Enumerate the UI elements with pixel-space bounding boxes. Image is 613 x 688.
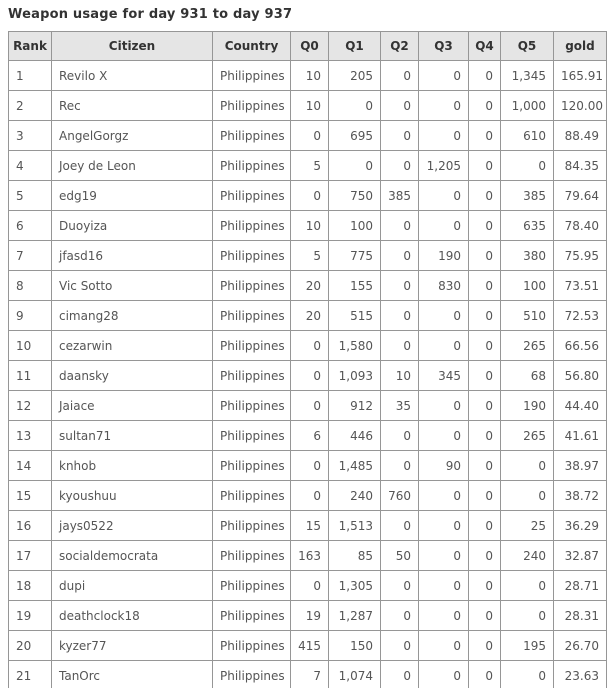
- q2-cell: 35: [381, 391, 419, 421]
- q0-cell: 20: [291, 301, 329, 331]
- gold-cell: 41.61: [554, 421, 607, 451]
- gold-cell: 120.00: [554, 91, 607, 121]
- q3-cell: 0: [419, 571, 469, 601]
- q4-cell: 0: [469, 511, 501, 541]
- q1-cell: 100: [329, 211, 381, 241]
- country-cell: Philippines: [213, 151, 291, 181]
- column-header-q3: Q3: [419, 32, 469, 61]
- q1-cell: 750: [329, 181, 381, 211]
- q4-cell: 0: [469, 241, 501, 271]
- q4-cell: 0: [469, 571, 501, 601]
- country-cell: Philippines: [213, 421, 291, 451]
- q0-cell: 5: [291, 241, 329, 271]
- country-cell: Philippines: [213, 181, 291, 211]
- q0-cell: 10: [291, 91, 329, 121]
- q2-cell: 0: [381, 301, 419, 331]
- q5-cell: 1,345: [501, 61, 554, 91]
- citizen-cell: Jaiace: [52, 391, 213, 421]
- country-cell: Philippines: [213, 511, 291, 541]
- rank-cell: 1: [9, 61, 52, 91]
- page-title: Weapon usage for day 931 to day 937: [8, 7, 293, 22]
- gold-cell: 44.40: [554, 391, 607, 421]
- q5-cell: 265: [501, 421, 554, 451]
- q3-cell: 0: [419, 121, 469, 151]
- q1-cell: 446: [329, 421, 381, 451]
- q4-cell: 0: [469, 181, 501, 211]
- q4-cell: 0: [469, 481, 501, 511]
- q1-cell: 1,305: [329, 571, 381, 601]
- q4-cell: 0: [469, 631, 501, 661]
- gold-cell: 84.35: [554, 151, 607, 181]
- q3-cell: 0: [419, 391, 469, 421]
- rank-cell: 16: [9, 511, 52, 541]
- country-cell: Philippines: [213, 61, 291, 91]
- q0-cell: 415: [291, 631, 329, 661]
- q5-cell: 68: [501, 361, 554, 391]
- q4-cell: 0: [469, 61, 501, 91]
- q1-cell: 1,513: [329, 511, 381, 541]
- gold-cell: 79.64: [554, 181, 607, 211]
- table-row: [9, 631, 607, 661]
- q5-cell: 380: [501, 241, 554, 271]
- q4-cell: 0: [469, 121, 501, 151]
- q3-cell: 0: [419, 211, 469, 241]
- q0-cell: 10: [291, 211, 329, 241]
- country-cell: Philippines: [213, 601, 291, 631]
- rank-cell: 15: [9, 481, 52, 511]
- table-row: [9, 151, 607, 181]
- table-row: [9, 121, 607, 151]
- gold-cell: 38.97: [554, 451, 607, 481]
- q0-cell: 0: [291, 181, 329, 211]
- q2-cell: 0: [381, 331, 419, 361]
- q4-cell: 0: [469, 151, 501, 181]
- q1-cell: 205: [329, 61, 381, 91]
- q2-cell: 0: [381, 571, 419, 601]
- q3-cell: 0: [419, 661, 469, 688]
- weapon-usage-table: [8, 31, 607, 688]
- q5-cell: 25: [501, 511, 554, 541]
- q2-cell: 0: [381, 151, 419, 181]
- table-row: [9, 571, 607, 601]
- citizen-cell: AngelGorgz: [52, 121, 213, 151]
- q0-cell: 163: [291, 541, 329, 571]
- q0-cell: 0: [291, 361, 329, 391]
- q4-cell: 0: [469, 451, 501, 481]
- citizen-cell: Joey de Leon: [52, 151, 213, 181]
- table-row: [9, 391, 607, 421]
- q3-cell: 0: [419, 331, 469, 361]
- country-cell: Philippines: [213, 481, 291, 511]
- q0-cell: 19: [291, 601, 329, 631]
- rank-cell: 18: [9, 571, 52, 601]
- q2-cell: 50: [381, 541, 419, 571]
- q5-cell: 100: [501, 271, 554, 301]
- country-cell: Philippines: [213, 91, 291, 121]
- q1-cell: 1,287: [329, 601, 381, 631]
- q5-cell: 0: [501, 661, 554, 688]
- citizen-cell: jays0522: [52, 511, 213, 541]
- citizen-cell: kyoushuu: [52, 481, 213, 511]
- q2-cell: 0: [381, 271, 419, 301]
- gold-cell: 75.95: [554, 241, 607, 271]
- citizen-cell: knhob: [52, 451, 213, 481]
- gold-cell: 88.49: [554, 121, 607, 151]
- q1-cell: 240: [329, 481, 381, 511]
- q2-cell: 385: [381, 181, 419, 211]
- rank-cell: 3: [9, 121, 52, 151]
- rank-cell: 10: [9, 331, 52, 361]
- q3-cell: 0: [419, 481, 469, 511]
- q5-cell: 0: [501, 151, 554, 181]
- header-row: [9, 32, 607, 61]
- citizen-cell: Duoyiza: [52, 211, 213, 241]
- rank-cell: 9: [9, 301, 52, 331]
- q1-cell: 1,485: [329, 451, 381, 481]
- gold-cell: 165.91: [554, 61, 607, 91]
- q5-cell: 195: [501, 631, 554, 661]
- rank-cell: 12: [9, 391, 52, 421]
- table-row: [9, 451, 607, 481]
- rank-cell: 20: [9, 631, 52, 661]
- rank-cell: 21: [9, 661, 52, 688]
- column-header-rank: Rank: [9, 32, 52, 61]
- table-row: [9, 421, 607, 451]
- gold-cell: 78.40: [554, 211, 607, 241]
- table-row: [9, 331, 607, 361]
- q5-cell: 0: [501, 571, 554, 601]
- citizen-cell: daansky: [52, 361, 213, 391]
- q1-cell: 1,093: [329, 361, 381, 391]
- q3-cell: 830: [419, 271, 469, 301]
- q3-cell: 90: [419, 451, 469, 481]
- table-row: [9, 541, 607, 571]
- q1-cell: 912: [329, 391, 381, 421]
- table-row: [9, 271, 607, 301]
- q5-cell: 1,000: [501, 91, 554, 121]
- rank-cell: 19: [9, 601, 52, 631]
- table-row: [9, 91, 607, 121]
- gold-cell: 23.63: [554, 661, 607, 688]
- rank-cell: 13: [9, 421, 52, 451]
- q5-cell: 190: [501, 391, 554, 421]
- q2-cell: 0: [381, 91, 419, 121]
- q3-cell: 1,205: [419, 151, 469, 181]
- column-header-q2: Q2: [381, 32, 419, 61]
- rank-cell: 7: [9, 241, 52, 271]
- gold-cell: 56.80: [554, 361, 607, 391]
- q3-cell: 0: [419, 421, 469, 451]
- q2-cell: 0: [381, 61, 419, 91]
- q1-cell: 515: [329, 301, 381, 331]
- citizen-cell: socialdemocrata: [52, 541, 213, 571]
- citizen-cell: dupi: [52, 571, 213, 601]
- q1-cell: 695: [329, 121, 381, 151]
- q1-cell: 775: [329, 241, 381, 271]
- q2-cell: 0: [381, 211, 419, 241]
- citizen-cell: cezarwin: [52, 331, 213, 361]
- q4-cell: 0: [469, 421, 501, 451]
- q3-cell: 0: [419, 91, 469, 121]
- citizen-cell: jfasd16: [52, 241, 213, 271]
- table-row: [9, 301, 607, 331]
- citizen-cell: Revilo X: [52, 61, 213, 91]
- q0-cell: 0: [291, 451, 329, 481]
- q3-cell: 345: [419, 361, 469, 391]
- gold-cell: 73.51: [554, 271, 607, 301]
- q2-cell: 0: [381, 511, 419, 541]
- q4-cell: 0: [469, 391, 501, 421]
- q2-cell: 10: [381, 361, 419, 391]
- table-row: [9, 361, 607, 391]
- q4-cell: 0: [469, 661, 501, 688]
- country-cell: Philippines: [213, 391, 291, 421]
- q1-cell: 150: [329, 631, 381, 661]
- country-cell: Philippines: [213, 301, 291, 331]
- rank-cell: 6: [9, 211, 52, 241]
- table-row: [9, 481, 607, 511]
- q4-cell: 0: [469, 601, 501, 631]
- citizen-cell: TanOrc: [52, 661, 213, 688]
- column-header-gold: gold: [554, 32, 607, 61]
- q1-cell: 1,074: [329, 661, 381, 688]
- table-row: [9, 181, 607, 211]
- gold-cell: 72.53: [554, 301, 607, 331]
- q1-cell: 155: [329, 271, 381, 301]
- q5-cell: 610: [501, 121, 554, 151]
- gold-cell: 36.29: [554, 511, 607, 541]
- q5-cell: 0: [501, 481, 554, 511]
- q2-cell: 0: [381, 601, 419, 631]
- q2-cell: 0: [381, 241, 419, 271]
- gold-cell: 66.56: [554, 331, 607, 361]
- rank-cell: 11: [9, 361, 52, 391]
- citizen-cell: edg19: [52, 181, 213, 211]
- q0-cell: 0: [291, 391, 329, 421]
- q5-cell: 635: [501, 211, 554, 241]
- citizen-cell: deathclock18: [52, 601, 213, 631]
- citizen-cell: kyzer77: [52, 631, 213, 661]
- country-cell: Philippines: [213, 331, 291, 361]
- q0-cell: 5: [291, 151, 329, 181]
- table-row: [9, 511, 607, 541]
- table-row: [9, 661, 607, 688]
- q3-cell: 190: [419, 241, 469, 271]
- q0-cell: 6: [291, 421, 329, 451]
- rank-cell: 2: [9, 91, 52, 121]
- table-header: [9, 32, 607, 61]
- gold-cell: 28.71: [554, 571, 607, 601]
- q4-cell: 0: [469, 301, 501, 331]
- column-header-q5: Q5: [501, 32, 554, 61]
- country-cell: Philippines: [213, 661, 291, 688]
- q0-cell: 0: [291, 121, 329, 151]
- q2-cell: 0: [381, 451, 419, 481]
- rank-cell: 4: [9, 151, 52, 181]
- rank-cell: 17: [9, 541, 52, 571]
- q5-cell: 240: [501, 541, 554, 571]
- q0-cell: 0: [291, 481, 329, 511]
- gold-cell: 28.31: [554, 601, 607, 631]
- table-row: [9, 211, 607, 241]
- q0-cell: 10: [291, 61, 329, 91]
- q3-cell: 0: [419, 541, 469, 571]
- rank-cell: 14: [9, 451, 52, 481]
- q4-cell: 0: [469, 271, 501, 301]
- country-cell: Philippines: [213, 241, 291, 271]
- q0-cell: 0: [291, 571, 329, 601]
- column-header-q0: Q0: [291, 32, 329, 61]
- q5-cell: 385: [501, 181, 554, 211]
- q4-cell: 0: [469, 91, 501, 121]
- q3-cell: 0: [419, 601, 469, 631]
- q0-cell: 7: [291, 661, 329, 688]
- q0-cell: 20: [291, 271, 329, 301]
- column-header-q4: Q4: [469, 32, 501, 61]
- q3-cell: 0: [419, 301, 469, 331]
- country-cell: Philippines: [213, 121, 291, 151]
- q2-cell: 0: [381, 121, 419, 151]
- q1-cell: 0: [329, 151, 381, 181]
- rank-cell: 8: [9, 271, 52, 301]
- q5-cell: 0: [501, 601, 554, 631]
- column-header-citizen: Citizen: [52, 32, 213, 61]
- table-row: [9, 601, 607, 631]
- table-body: [9, 61, 607, 688]
- q5-cell: 510: [501, 301, 554, 331]
- q4-cell: 0: [469, 211, 501, 241]
- column-header-q1: Q1: [329, 32, 381, 61]
- rank-cell: 5: [9, 181, 52, 211]
- q2-cell: 0: [381, 421, 419, 451]
- q0-cell: 0: [291, 331, 329, 361]
- q4-cell: 0: [469, 331, 501, 361]
- country-cell: Philippines: [213, 541, 291, 571]
- q1-cell: 0: [329, 91, 381, 121]
- q1-cell: 85: [329, 541, 381, 571]
- gold-cell: 32.87: [554, 541, 607, 571]
- q3-cell: 0: [419, 61, 469, 91]
- citizen-cell: Rec: [52, 91, 213, 121]
- table-row: [9, 61, 607, 91]
- q0-cell: 15: [291, 511, 329, 541]
- q3-cell: 0: [419, 631, 469, 661]
- country-cell: Philippines: [213, 271, 291, 301]
- q5-cell: 265: [501, 331, 554, 361]
- q3-cell: 0: [419, 181, 469, 211]
- column-header-country: Country: [213, 32, 291, 61]
- gold-cell: 26.70: [554, 631, 607, 661]
- gold-cell: 38.72: [554, 481, 607, 511]
- citizen-cell: cimang28: [52, 301, 213, 331]
- citizen-cell: sultan71: [52, 421, 213, 451]
- q2-cell: 0: [381, 631, 419, 661]
- q5-cell: 0: [501, 451, 554, 481]
- q4-cell: 0: [469, 541, 501, 571]
- country-cell: Philippines: [213, 451, 291, 481]
- q2-cell: 0: [381, 661, 419, 688]
- q3-cell: 0: [419, 511, 469, 541]
- citizen-cell: Vic Sotto: [52, 271, 213, 301]
- country-cell: Philippines: [213, 211, 291, 241]
- country-cell: Philippines: [213, 361, 291, 391]
- q2-cell: 760: [381, 481, 419, 511]
- country-cell: Philippines: [213, 571, 291, 601]
- q1-cell: 1,580: [329, 331, 381, 361]
- table-row: [9, 241, 607, 271]
- q4-cell: 0: [469, 361, 501, 391]
- country-cell: Philippines: [213, 631, 291, 661]
